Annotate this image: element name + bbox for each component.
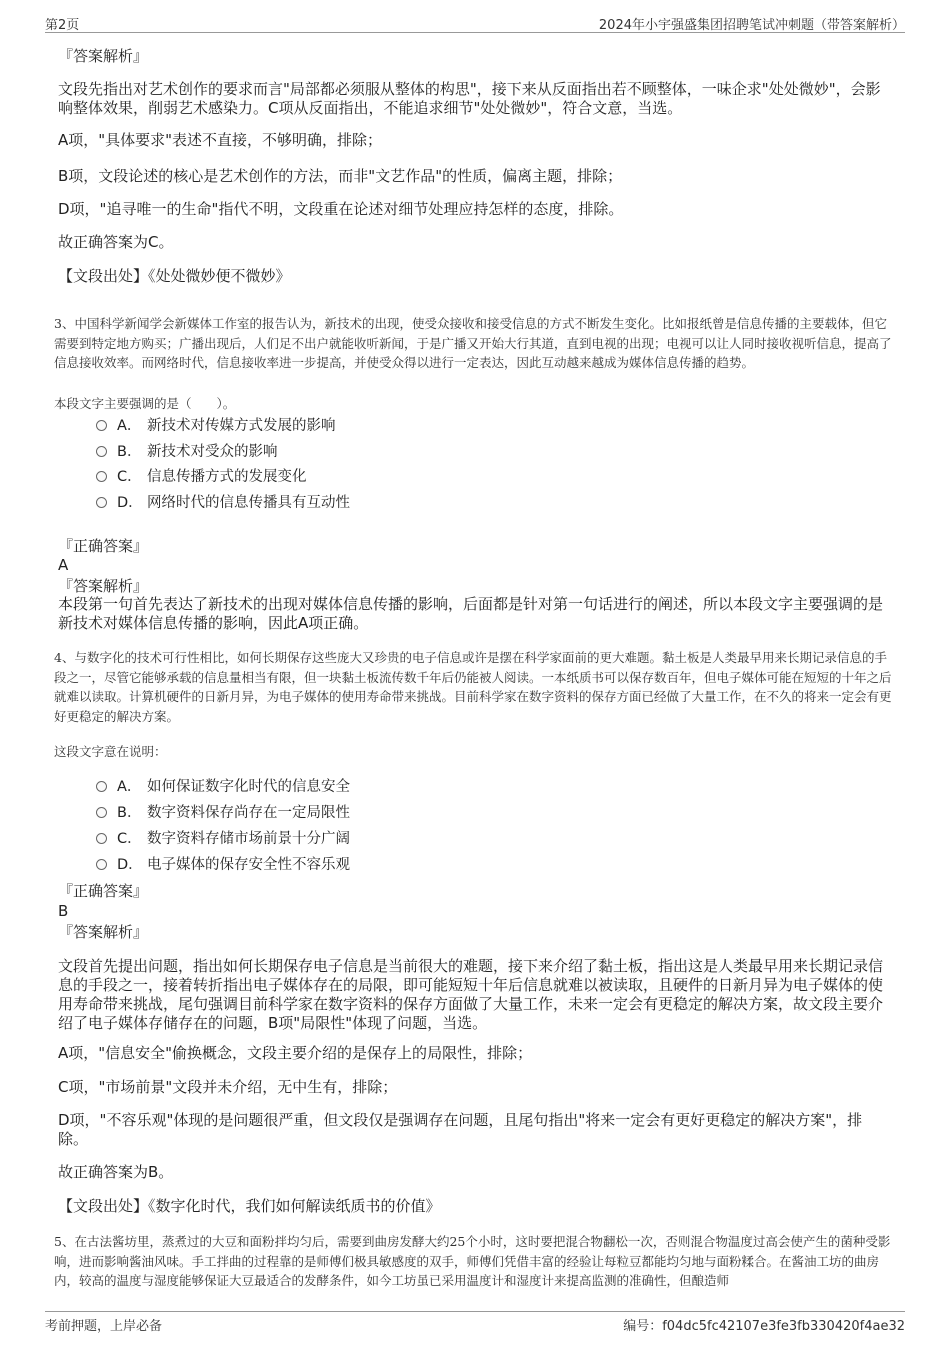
radio-icon[interactable]: [96, 833, 107, 844]
page-footer: [45, 1311, 905, 1336]
q2-conclusion: 故正确答案为C。: [58, 233, 174, 251]
q2-analysis-title: 『答案解析』: [58, 47, 149, 65]
q3-option-a[interactable]: A． 新技术对传媒方式发展的影响: [96, 416, 336, 436]
q4-analysis-title: 『答案解析』: [58, 923, 149, 941]
q4-stem: 4、与数字化的技术可行性相比，如何长期保存这些庞大又珍贵的电子信息或许是摆在科学家面前的更大难题。黏土板是人类最早用来长期记录信息的手段之一，尽管它能够承载的信息量相当有限，但一块黏土板流传数千年后仍能被人阅读。一本纸质书可以保存数百年，但电子媒体可能在短短的十年之后就难以读取。计算机硬件的日新月异，为电子媒体的使用寿命带来挑战。目前科学家在数字资料的保存方面已经做了大量工作，在不久的将来一定会有更好更稳定的解决方案。: [54, 650, 892, 724]
q4-question: 这段文字意在说明：: [54, 744, 167, 759]
q4-answer-title: 『正确答案』: [58, 882, 149, 900]
q3-option-b[interactable]: B． 新技术对受众的影响: [96, 442, 278, 462]
page-number: 第2页: [45, 18, 80, 33]
q3-stem: 3、中国科学新闻学会新媒体工作室的报告认为，新技术的出现，使受众接收和接受信息的方式不断发生变化。比如报纸曾是信息传播的主要载体，但它需要到特定地方购买；广播出现后，人们足不出户就能收听新闻，于是广播又开始大行其道，直到电视的出现；电视可以让人同时接收视听信息，提高了信息接收效率。而网络时代，信息接收率进一步提高，并使受众得以进行一定表达，因此互动越来越成为媒体信息传播的趋势。: [54, 316, 892, 370]
radio-icon[interactable]: [96, 420, 107, 431]
q4-option-b[interactable]: B． 数字资料保存尚存在一定局限性: [96, 803, 350, 823]
q2-option-a-note: A项，"具体要求"表述不直接，不够明确，排除；: [58, 131, 383, 149]
q4-option-a[interactable]: A． 如何保证数字化时代的信息安全: [96, 777, 350, 797]
q2-source: 【文段出处】《处处微妙便不微妙》: [58, 267, 291, 285]
q4-source: 【文段出处】《数字化时代，我们如何解读纸质书的价值》: [58, 1197, 441, 1215]
radio-icon[interactable]: [96, 471, 107, 482]
q5-stem: 5、在古法酱坊里，蒸煮过的大豆和面粉拌均匀后，需要到曲房发酵大约25个小时，这时要把混合物翻松一次，否则混合物温度过高会使产生的菌种受影响，进而影响酱油风味。手工拌曲的过程靠的是师傅们极具敏感度的双手，师傅们凭借丰富的经验让每粒豆都能均匀地与面粉糅合。在酱油工坊的曲房内，较高的温度与湿度能够保证大豆最适合的发酵条件，如今工坊虽已采用温度计和湿度计来提高监测的准确性，但酿造师: [54, 1234, 891, 1288]
q3-analysis-title: 『答案解析』: [58, 577, 149, 595]
q4-option-c[interactable]: C． 数字资料存储市场前景十分广阔: [96, 829, 350, 849]
document-code: 编号：f04dc5fc42107e3fe3fb330420f4ae32: [623, 1319, 905, 1334]
q3-analysis: 本段第一句首先表达了新技术的出现对媒体信息传播的影响，后面都是针对第一句话进行的阐述，所以本段文字主要强调的是新技术对媒体信息传播的影响，因此A项正确。: [58, 595, 884, 632]
q2-analysis: 文段先指出对艺术创作的要求而言"局部都必须服从整体的构思"，接下来从反面指出若不顾整体，一味企求"处处微妙"，会影响整体效果，削弱艺术感染力。C项从反面指出，不能追求细节"处处微妙"，符合文意，当选。: [58, 80, 881, 117]
radio-icon[interactable]: [96, 781, 107, 792]
q3-option-c[interactable]: C． 信息传播方式的发展变化: [96, 467, 307, 487]
q3-question: 本段文字主要强调的是（ ）。: [54, 396, 236, 411]
q2-option-d-note: D项，"追寻唯一的生命"指代不明，文段重在论述对细节处理应持怎样的态度，排除。: [58, 200, 624, 218]
q2-option-b-note: B项，文段论述的核心是艺术创作的方法，而非"文艺作品"的性质，偏离主题，排除；: [58, 167, 623, 185]
q3-answer-title: 『正确答案』: [58, 537, 149, 555]
q3-option-d[interactable]: D． 网络时代的信息传播具有互动性: [96, 493, 350, 513]
footer-slogan: 考前押题，上岸必备: [45, 1319, 163, 1334]
radio-icon[interactable]: [96, 859, 107, 870]
q4-option-c-note: C项，"市场前景"文段并未介绍，无中生有，排除；: [58, 1078, 398, 1096]
q4-analysis: 文段首先提出问题，指出如何长期保存电子信息是当前很大的难题，接下来介绍了黏土板，指出这是人类最早用来长期记录信息的手段之一，接着转折指出电子媒体存在的局限，即可能短短十年后信息就难以被读取，且硬件的日新月异为电子媒体的使用寿命带来挑战，尾句强调目前科学家在数字资料的保存方面做了大量工作，未来一定会有更稳定的解决方案，故文段主要介绍了电子媒体存储存在的问题，B项"局限性"体现了问题，当选。: [58, 957, 884, 1032]
radio-icon[interactable]: [96, 807, 107, 818]
q4-option-a-note: A项，"信息安全"偷换概念，文段主要介绍的是保存上的局限性，排除；: [58, 1044, 533, 1062]
radio-icon[interactable]: [96, 497, 107, 508]
q3-answer: A: [58, 556, 69, 574]
q4-option-d[interactable]: D． 电子媒体的保存安全性不容乐观: [96, 855, 350, 875]
page-header: [45, 12, 905, 33]
q4-answer: B: [58, 902, 69, 920]
radio-icon[interactable]: [96, 446, 107, 457]
q4-conclusion: 故正确答案为B。: [58, 1163, 174, 1181]
q4-option-d-note: D项，"不容乐观"体现的是问题很严重，但文段仅是强调存在问题，且尾句指出"将来一定会有更好更稳定的解决方案"，排除。: [58, 1111, 863, 1148]
document-title: 2024年小宇强盛集团招聘笔试冲刺题（带答案解析）: [598, 18, 905, 33]
